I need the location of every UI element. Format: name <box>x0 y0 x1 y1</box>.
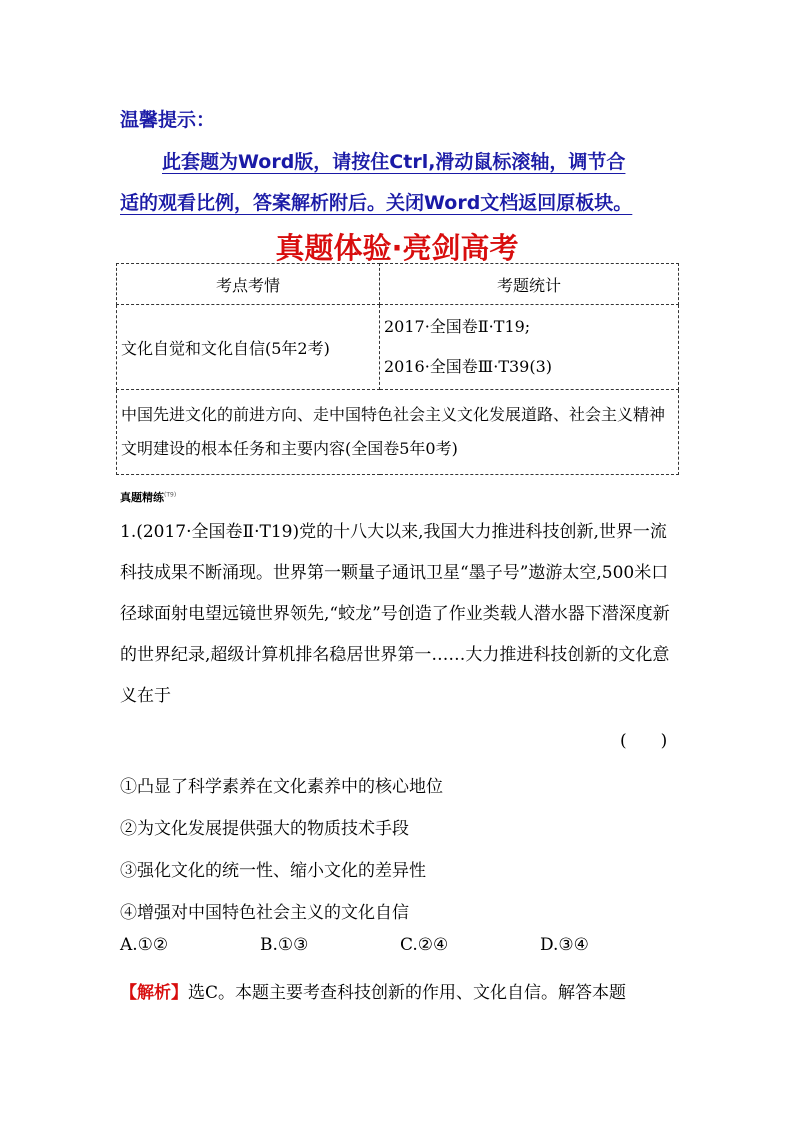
table-cell-stats <box>380 305 679 390</box>
tip-title: 温馨提示： <box>120 109 216 131</box>
option-2: ②为文化发展提供强大的物质技术手段 <box>120 819 409 839</box>
table-row <box>117 305 679 390</box>
table-header-topic: 考点考情 <box>117 264 380 305</box>
analysis <box>120 978 626 1003</box>
choice-b: B.①③ <box>260 935 309 955</box>
table-cell-topic-wide: 中国先进文化的前进方向、走中国特色社会主义文化发展道路、社会主义精神文明建设的根本任务和主要内容(全国卷5年0考) <box>117 390 679 475</box>
choice-c: C.②④ <box>400 935 449 955</box>
section-tag <box>120 489 176 505</box>
section-label: 真题精练 <box>120 491 164 504</box>
tip-line-1: 此套题为Word版，请按住Ctrl,滑动鼠标滚轴，调节合 <box>162 151 626 173</box>
table-row <box>117 390 679 475</box>
page-heading: 真题体验·亮剑高考 <box>275 231 519 265</box>
choice-a: A.①② <box>120 935 169 955</box>
tip-line-2: 适的观看比例，答案解析附后。关闭Word文档返回原板块。 <box>120 192 633 214</box>
table-header-stats: 考题统计 <box>380 264 679 305</box>
stat-line-2: 2016·全国卷Ⅲ·T39(3) <box>384 357 553 376</box>
table-cell-topic: 文化自觉和文化自信(5年2考) <box>117 305 380 390</box>
stat-line-1: 2017·全国卷Ⅱ·T19; <box>384 317 531 336</box>
option-3: ③强化文化的统一性、缩小文化的差异性 <box>120 861 426 881</box>
section-note: (T9) <box>164 491 177 499</box>
table-header-row <box>117 264 679 305</box>
choice-d: D.③④ <box>540 935 589 955</box>
exam-stats-table <box>116 263 679 475</box>
option-4: ④增强对中国特色社会主义的文化自信 <box>120 903 409 923</box>
question-stem: 1.(2017·全国卷Ⅱ·T19)党的十八大以来,我国大力推进科技创新,世界一流科技成果不断涌现。世界第一颗量子通讯卫星“墨子号”遨游太空,500米口径球面射电望远镜世界领先,“蛟龙”号创造了作业类载人潜水器下潜深度新的世界纪录,超级计算机排名稳居世界第一……大力推进科技创新的文化意义在于 <box>120 522 670 706</box>
option-1: ①凸显了科学素养在文化素养中的核心地位 <box>120 777 443 797</box>
analysis-tag: 【解析】 <box>120 983 188 1003</box>
analysis-text: 选C。本题主要考查科技创新的作用、文化自信。解答本题 <box>188 983 627 1003</box>
answer-bracket: ( ) <box>620 731 668 751</box>
